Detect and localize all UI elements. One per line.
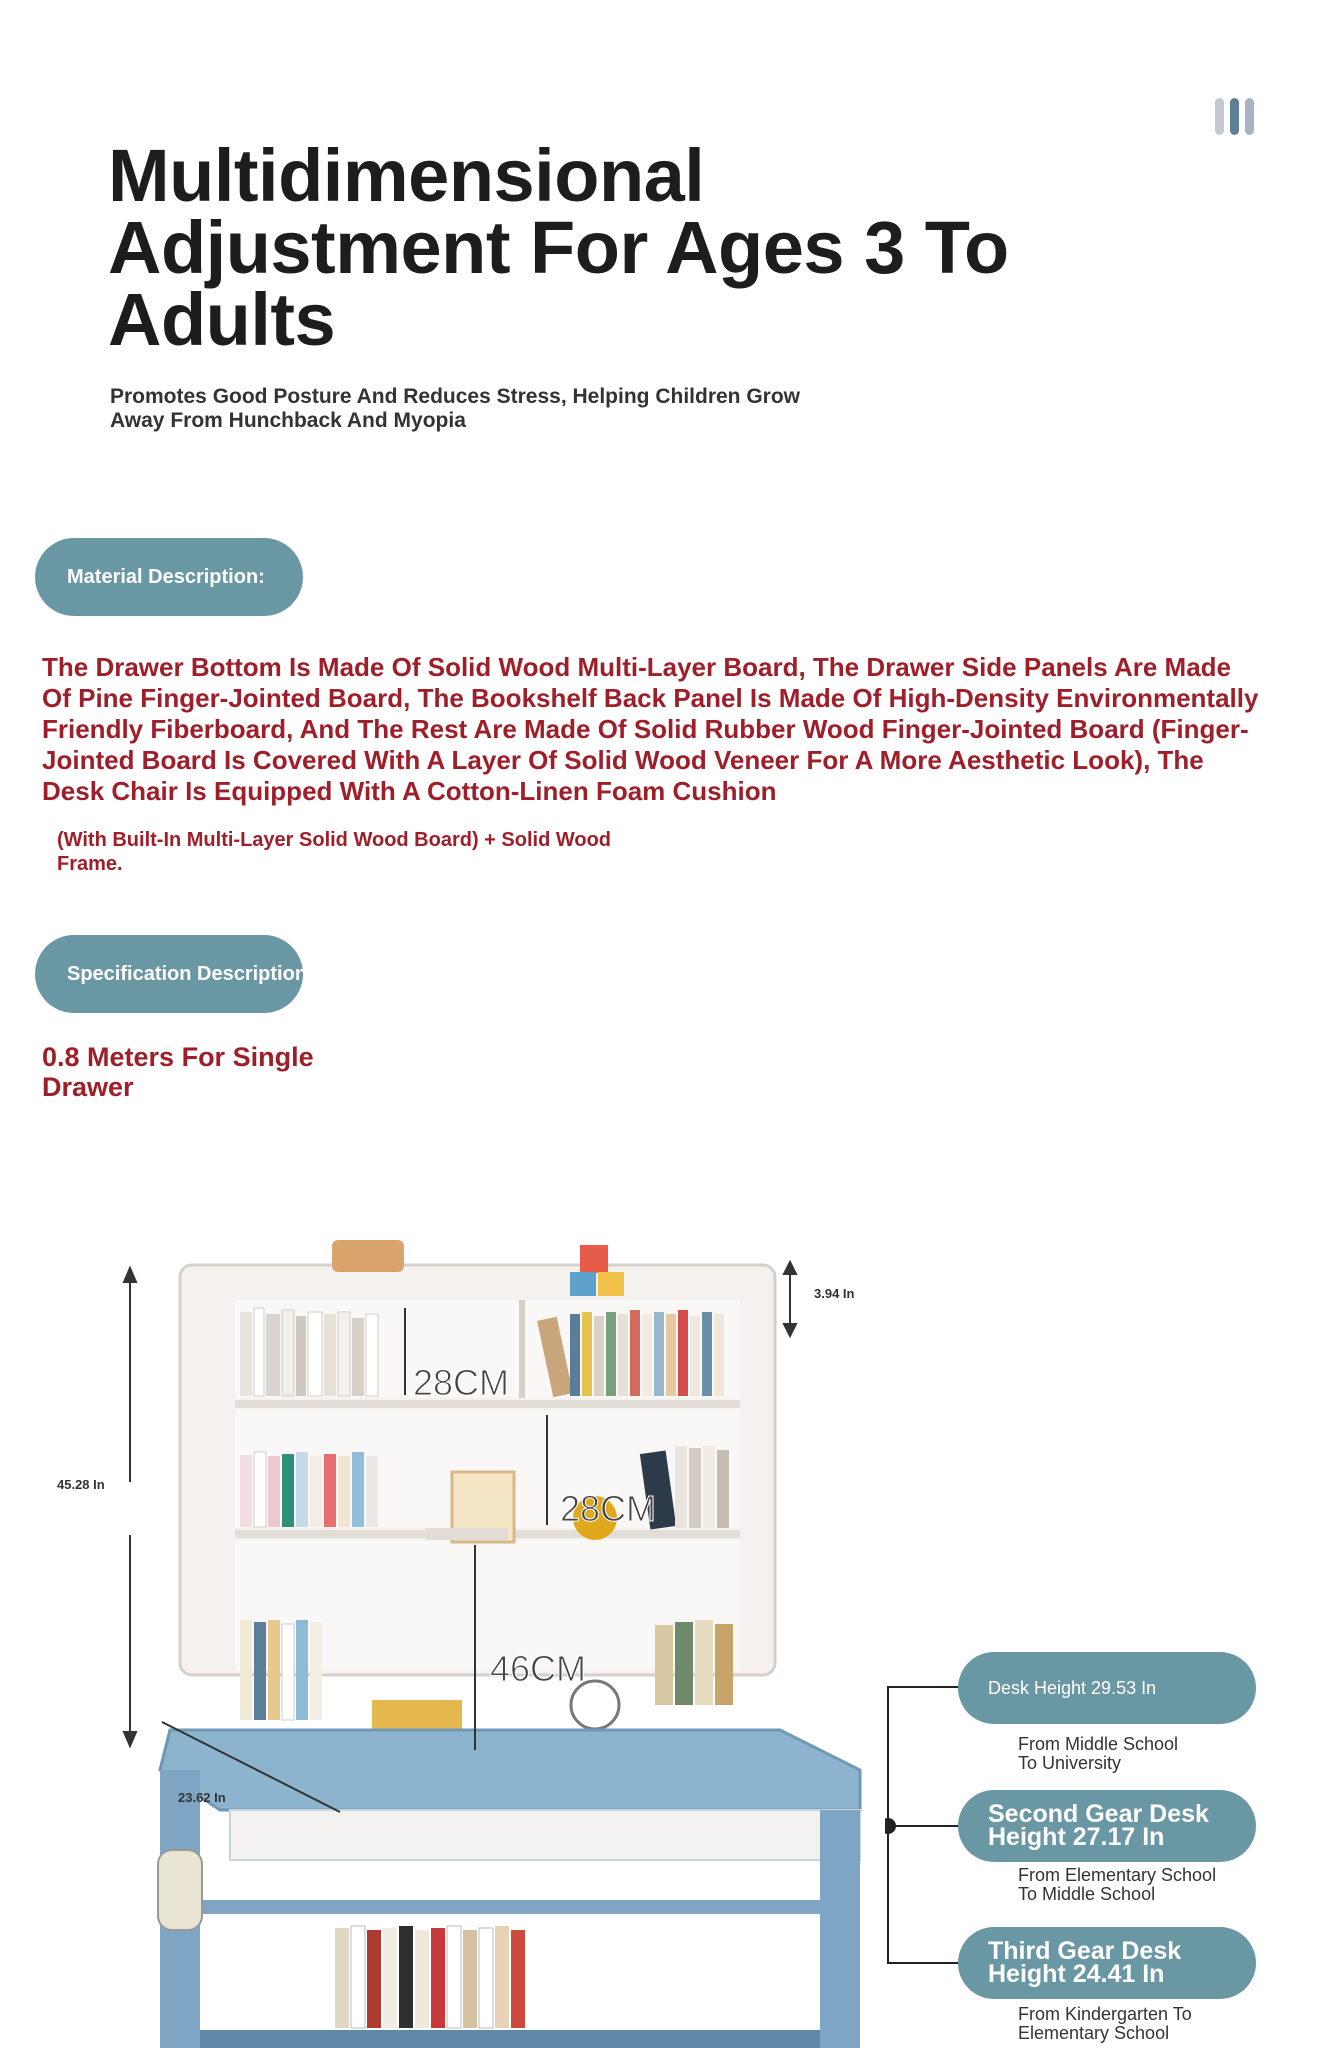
top-gap-dimension: 3.94 In bbox=[814, 1286, 855, 1301]
backpack bbox=[158, 1850, 202, 1930]
desk-leg-right bbox=[820, 1810, 860, 2048]
material-description-pill bbox=[35, 538, 303, 616]
third-gear-label-line2: Height 24.41 In bbox=[988, 1960, 1165, 1988]
third-gear-desc-line1: From Kindergarten To bbox=[1018, 2004, 1192, 2024]
material-description-text: The Drawer Bottom Is Made Of Solid Wood Multi-Layer Board, The Drawer Side Panels Are Made Of Pine Finger-Jointed Board, The Bookshelf Back Panel Is Made Of High-Density Environmentally Friendly Fiberboard, And The Rest Are Made Of Solid Rubber Wood Finger-Jointed Board (Finger-Jointed Board Is Covered With A Layer Of Solid Wood Veneer For A More Aesthetic Look), The Desk Chair Is Equipped With A Cotton-Linen Foam Cushion bbox=[42, 652, 1259, 806]
desk-drawer bbox=[230, 1810, 860, 1860]
specification-description-pill bbox=[35, 935, 308, 1013]
books-top-left bbox=[240, 1308, 378, 1396]
decorative-bars-icon bbox=[1215, 98, 1265, 138]
second-gear-description bbox=[1018, 1866, 1278, 1904]
first-gear-pill bbox=[958, 1652, 1256, 1724]
desk-bookshelf-illustration bbox=[100, 1210, 920, 2048]
third-gear-label-line1: Third Gear Desk bbox=[988, 1937, 1182, 1965]
camera-ornament bbox=[332, 1240, 404, 1272]
books-bottom bbox=[335, 1926, 525, 2028]
gear-connector-lines bbox=[885, 1686, 965, 1966]
specification-description-text: 0.8 Meters For Single Drawer bbox=[42, 1042, 314, 1102]
second-gear-label-line2: Height 27.17 In bbox=[988, 1823, 1165, 1851]
material-description-label: Material Description: bbox=[67, 565, 265, 588]
first-gear-description bbox=[1018, 1735, 1278, 1773]
depth-dimension: 23.62 In bbox=[178, 1790, 226, 1805]
second-gear-desc-line1: From Elementary School bbox=[1018, 1865, 1217, 1885]
third-gear-pill bbox=[958, 1927, 1256, 1999]
second-gear-label-line1: Second Gear Desk bbox=[988, 1800, 1209, 1828]
specification-description-label: Specification Description bbox=[67, 962, 308, 985]
page-title: Multidimensional Adjustment For Ages 3 To Adults bbox=[108, 134, 1009, 361]
third-gear-description bbox=[1018, 2005, 1278, 2043]
first-gear-label: Desk Height 29.53 In bbox=[988, 1677, 1157, 1698]
first-gear-desc-line1: From Middle School bbox=[1018, 1734, 1179, 1754]
shelf-2-height-label: 28CM bbox=[560, 1488, 657, 1529]
page-subtitle: Promotes Good Posture And Reduces Stress, Helping Children Grow Away From Hunchback And Myopia bbox=[110, 385, 800, 432]
desk-top bbox=[160, 1730, 860, 1810]
first-gear-desc-line2: To University bbox=[1018, 1753, 1122, 1773]
shelf-3-height-label: 46CM bbox=[490, 1648, 587, 1689]
material-description-note: (With Built-In Multi-Layer Solid Wood Board) + Solid Wood Frame. bbox=[57, 829, 612, 875]
shelf-1-height-label: 28CM bbox=[413, 1362, 510, 1403]
third-gear-desc-line2: Elementary School bbox=[1018, 2023, 1170, 2043]
total-height-dimension: 45.28 In bbox=[57, 1477, 105, 1492]
second-gear-desc-line2: To Middle School bbox=[1018, 1884, 1156, 1904]
second-gear-pill bbox=[958, 1790, 1256, 1862]
